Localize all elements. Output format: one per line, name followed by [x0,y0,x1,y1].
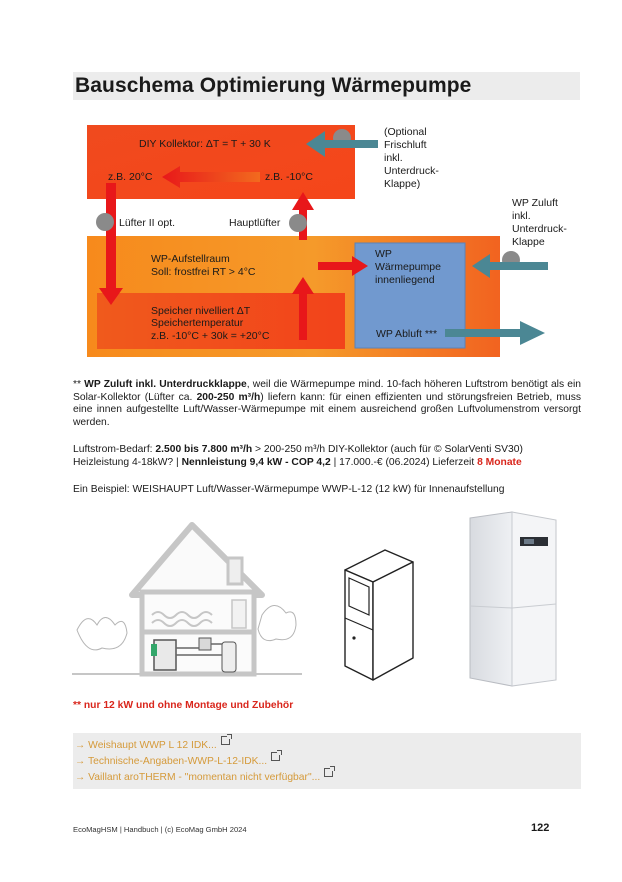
example-line: Ein Beispiel: WEISHAUPT Luft/Wasser-Wärmepumpe WWP-L-12 (12 kW) für Innenaufstellung [73,484,505,495]
heat-pump-schema-diagram [0,0,622,380]
wp-label-2: Wärmepumpe [375,261,441,273]
wp-label-1: WP [375,248,392,260]
spec-1c: > 200-250 m³/h DIY-Kollektor (auch für © SolarVenti SV30) [252,444,523,455]
storage-label-2: Speichertemperatur [151,317,244,329]
house-illustration [72,520,302,690]
fresh-air-label-3: inkl. [384,152,403,164]
spec-1a: Luftstrom-Bedarf: [73,444,156,455]
link-weishaupt-label[interactable]: → Weishaupt WWP L 12 IDK... [75,740,217,751]
wp-label-3: innenliegend [375,274,435,286]
delivery-time: 8 Monate [477,457,522,468]
wp-supply-label-1: WP Zuluft [512,197,558,209]
link-vaillant[interactable] [75,770,581,786]
wp-supply-label-4: Klappe [512,236,545,248]
airflow-demand-line [73,444,593,457]
heat-pump-line-drawing [333,540,419,688]
fresh-air-label-2: Frischluft [384,139,427,151]
note-bold-1: WP Zuluft inkl. Unterdruckklappe [84,379,247,390]
diy-collector-box [87,125,355,199]
fan-2-icon [96,213,114,231]
airflow-note [73,379,581,429]
spec-2c: | 17.000.-€ (06.2024) Lieferzeit [330,457,478,468]
wp-supply-label-3: Unterdruck- [512,223,567,235]
external-link-icon [324,768,333,777]
note-text-2: ) liefern kann: für einen effizienten und störungsfreien Betrieb, muss eine innen aufgestellte Luft/Wasser-Wärmepumpe mit einem ausreichend großen Luftvolumenstrom versorgt werden. [73,391,581,428]
fan-2-label: Lüfter II opt. [119,217,176,229]
wp-supply-label-2: inkl. [512,210,531,222]
note-bold-2: 200-250 m³/h [196,391,261,403]
page-title: Bauschema Optimierung Wärmepumpe [73,72,580,100]
spec-2b: Nennleistung 9,4 kW - COP 4,2 [181,457,331,468]
spec-2a: Heizleistung 4-18kW? | [73,457,182,468]
fresh-air-label-1: (Optional [384,126,427,138]
note-text-1: , weil die Wärmepumpe mind. 10-fach höheren Luftstrom benötigt als ein Solar-Kollektor (Lüfter ca. [73,379,581,403]
wp-exhaust-label: WP Abluft *** [376,328,438,340]
temp-left-label: z.B. 20°C [108,171,153,183]
price-footnote: ** nur 12 kW und ohne Montage und Zubehör [73,700,294,711]
reference-links [73,733,581,789]
link-vaillant-label[interactable]: → Vaillant aroTHERM - "momentan nicht verfügbar"... [75,772,321,783]
fresh-air-label-5: Klappe) [384,178,421,190]
heating-power-line [73,457,593,470]
collector-label: DIY Kollektor: ΔT = T + 30 K [139,138,271,150]
storage-label-1: Speicher nivelliert ΔT [151,305,251,317]
room-label-2: Soll: frostfrei RT > 4°C [151,266,256,278]
external-link-icon [221,736,230,745]
spec-1b: 2.500 bis 7.800 m³/h [155,444,253,455]
weishaupt-heat-pump-photo [466,510,562,690]
storage-label-3: z.B. -10°C + 30k = +20°C [151,330,270,342]
main-fan-label: Hauptlüfter [229,217,281,229]
fresh-air-label-4: Unterdruck- [384,165,439,177]
temp-right-label: z.B. -10°C [265,171,313,183]
footer-text: EcoMagHSM | Handbuch | (c) EcoMag GmbH 2024 [73,825,247,834]
page-number: 122 [531,822,550,834]
link-technical-data-label[interactable]: → Technische-Angaben-WWP-L-12-IDK... [75,756,268,767]
link-weishaupt[interactable] [75,738,581,754]
note-prefix: ** [73,379,85,390]
room-label-1: WP-Aufstellraum [151,253,230,265]
main-fan-icon [289,214,307,232]
external-link-icon [271,752,280,761]
